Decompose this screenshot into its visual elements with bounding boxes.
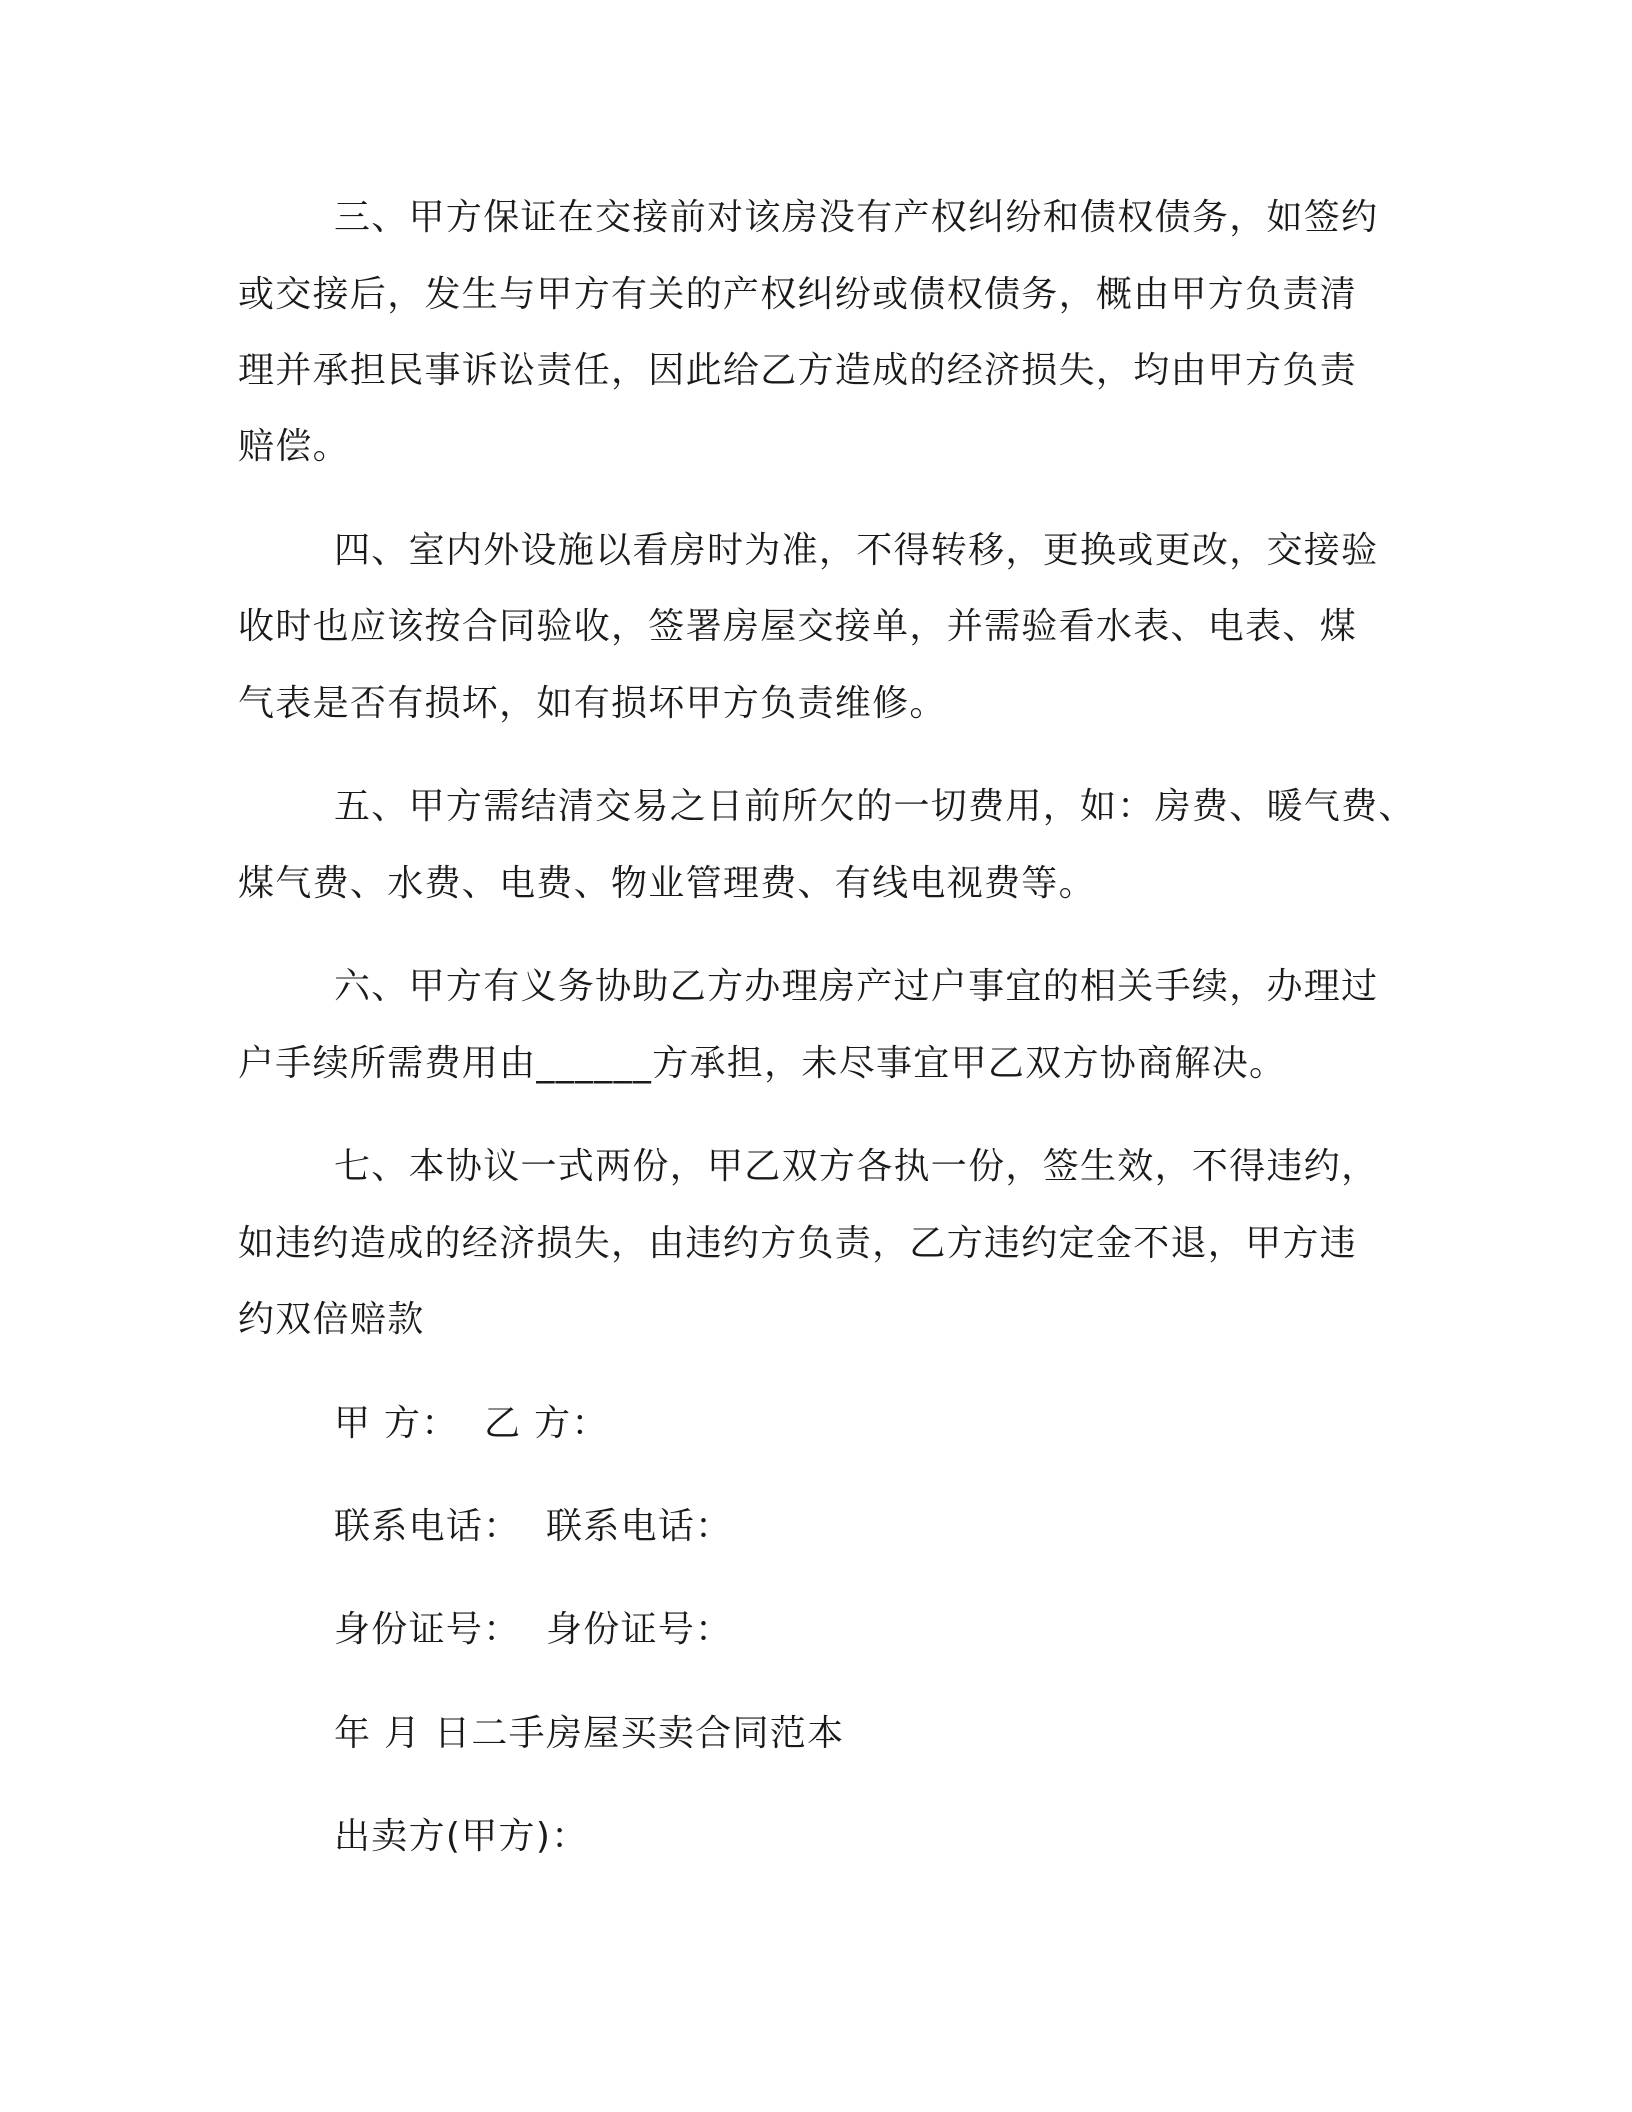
clause-line: 气表是否有损坏，如有损坏甲方负责维修。 [238,683,947,724]
parties-line: 甲 方： 乙 方： [334,1403,609,1444]
clause-line: 四、室内外设施以看房时为准，不得转移，更换或更改，交接验 [334,530,1379,571]
date-and-title-line: 年 月 日二手房屋买卖合同范本 [334,1713,845,1754]
clause-line: 户手续所需费用由______方承担，未尽事宜甲乙双方协商解决。 [238,1043,1287,1084]
clause-line: 约双倍赔款 [238,1299,425,1340]
clause-line: 六、甲方有义务协助乙方办理房产过户事宜的相关手续，办理过 [334,966,1379,1007]
id-number-line: 身份证号： 身份证号： [334,1609,733,1650]
clause-line: 或交接后，发生与甲方有关的产权纠纷或债权债务，概由甲方负责清 [238,274,1358,315]
clause-line: 五、甲方需结清交易之日前所欠的一切费用，如：房费、暖气费、 [334,786,1416,827]
clause-line: 赔偿。 [238,426,350,467]
clause-line: 收时也应该按合同验收，签署房屋交接单，并需验看水表、电表、煤 [238,606,1358,647]
clause-line: 理并承担民事诉讼责任，因此给乙方造成的经济损失，均由甲方负责 [238,350,1358,391]
seller-line: 出卖方(甲方)： [334,1816,589,1857]
clause-line: 七、本协议一式两份，甲乙双方各执一份，签生效，不得违约， [334,1146,1379,1187]
clause-line: 如违约造成的经济损失，由违约方负责，乙方违约定金不退，甲方违 [238,1223,1358,1264]
clause-line: 三、甲方保证在交接前对该房没有产权纠纷和债权债务，如签约 [334,197,1379,238]
contact-phone-line: 联系电话： 联系电话： [334,1506,733,1547]
clause-line: 煤气费、水费、电费、物业管理费、有线电视费等。 [238,863,1096,904]
